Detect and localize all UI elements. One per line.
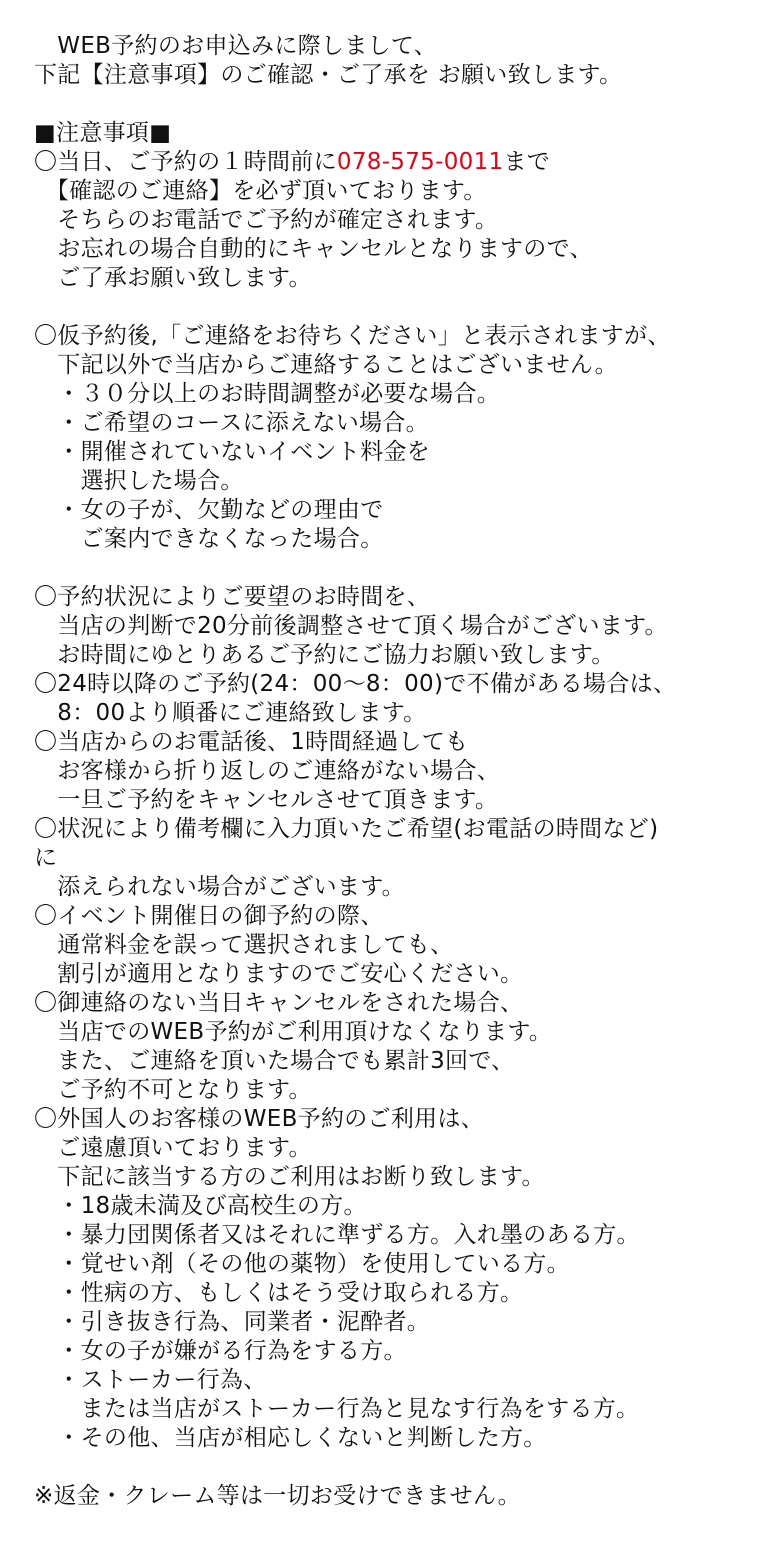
spacer	[34, 1453, 744, 1482]
section1-line-3: そちらのお電話でご予約が確定されます。	[34, 207, 499, 233]
section3-line: 8：00より順番にご連絡致します。	[34, 700, 427, 726]
section3-line: 当店の判断で20分前後調整させて頂く場合がございます。	[34, 613, 668, 639]
section1-line-1-pre: 〇当日、ご予約の１時間前に	[34, 149, 337, 175]
section1-line-2: 【確認のご連絡】を必ず頂いております。	[34, 178, 487, 204]
section3-line: 当店でのWEB予約がご利用頂けなくなります。	[34, 1019, 553, 1045]
section3-line: 〇御連絡のない当日キャンセルをされた場合、	[34, 990, 524, 1016]
section3-item: ・引き抜き行為、同業者・泥酔者。	[34, 1309, 431, 1335]
spacer	[34, 293, 744, 322]
section2-item: ・女の子が、欠勤などの理由で	[34, 497, 384, 523]
section3-line: 一旦ご予約をキャンセルさせて頂きます。	[34, 787, 499, 813]
section2-item: ・開催されていないイベント料金を	[34, 439, 431, 465]
section1-line-1-post: まで	[503, 149, 551, 175]
section3-item-cont: または当店がストーカー行為と見なす行為をする方。	[34, 1396, 640, 1422]
spacer	[34, 90, 744, 119]
section2-line-1: 〇仮予約後,「ご連絡をお待ちください」と表示されますが、	[34, 323, 671, 349]
section3-line: 〇当店からのお電話後、1時間経過しても	[34, 729, 469, 755]
section2-item: ・ご希望のコースに添えない場合。	[34, 410, 429, 436]
section3-line: に	[34, 845, 58, 871]
intro-line-1: WEB予約のお申込みに際しまして、	[34, 33, 437, 59]
section1-line-5: ご了承お願い致します。	[34, 265, 312, 291]
section2-item-cont: 選択した場合。	[34, 468, 244, 494]
section3-item: ・性病の方、もしくはそう受け取られる方。	[34, 1280, 524, 1306]
section3-line: 通常料金を誤って選択されましても、	[34, 932, 454, 958]
section3-item: ・暴力団関係者又はそれに準ずる方。入れ墨のある方。	[34, 1222, 640, 1248]
intro-line-2: 下記【注意事項】のご確認・ご了承を お願い致します。	[34, 62, 623, 88]
notice-heading: ■注意事項■	[34, 120, 172, 146]
section3-line: 〇24時以降のご予約(24：00～8：00)で不備がある場合は、	[34, 671, 677, 697]
section3-line: 〇イベント開催日の御予約の際、	[34, 903, 384, 929]
section3-line: 〇状況により備考欄に入力頂いたご希望(お電話の時間など)	[34, 816, 659, 842]
section2-item: ・３０分以上のお時間調整が必要な場合。	[34, 381, 500, 407]
section2-line-2: 下記以外で当店からご連絡することはございません。	[34, 352, 618, 378]
section3-line: 添えられない場合がございます。	[34, 874, 405, 900]
section3-item: ・女の子が嫌がる行為をする方。	[34, 1338, 407, 1364]
section2-item-cont: ご案内できなくなった場合。	[34, 526, 384, 552]
section3-item: ・その他、当店が相応しくないと判断した方。	[34, 1425, 547, 1451]
phone-number[interactable]: 078-575-0011	[336, 149, 504, 175]
section3-line: お時間にゆとりあるご予約にご協力お願い致します。	[34, 642, 615, 668]
section3-line: ご遠慮頂いております。	[34, 1135, 312, 1161]
section3-line: 〇予約状況によりご要望のお時間を、	[34, 584, 431, 610]
spacer	[34, 554, 744, 583]
footer-note: ※返金・クレーム等は一切お受けできません。	[34, 1483, 521, 1509]
section3-line: 下記に該当する方のご利用はお断り致します。	[34, 1164, 545, 1190]
section3-line: また、ご連絡を頂いた場合でも累計3回で、	[34, 1048, 515, 1074]
section3-item: ・覚せい剤（その他の薬物）を使用している方。	[34, 1251, 570, 1277]
section3-item: ・ストーカー行為、	[34, 1367, 267, 1393]
section3-line: 割引が適用となりますのでご安心ください。	[34, 961, 524, 987]
section1-line-4: お忘れの場合自動的にキャンセルとなりますので、	[34, 236, 593, 262]
section3-line: 〇外国人のお客様のWEB予約のご利用は、	[34, 1106, 485, 1132]
section1-line-1	[34, 148, 744, 177]
section3-line: お客様から折り返しのご連絡がない場合、	[34, 758, 500, 784]
section3-line: ご予約不可となります。	[34, 1077, 312, 1103]
section3-item: ・18歳未満及び高校生の方。	[34, 1193, 367, 1219]
notice-document	[34, 32, 744, 1511]
